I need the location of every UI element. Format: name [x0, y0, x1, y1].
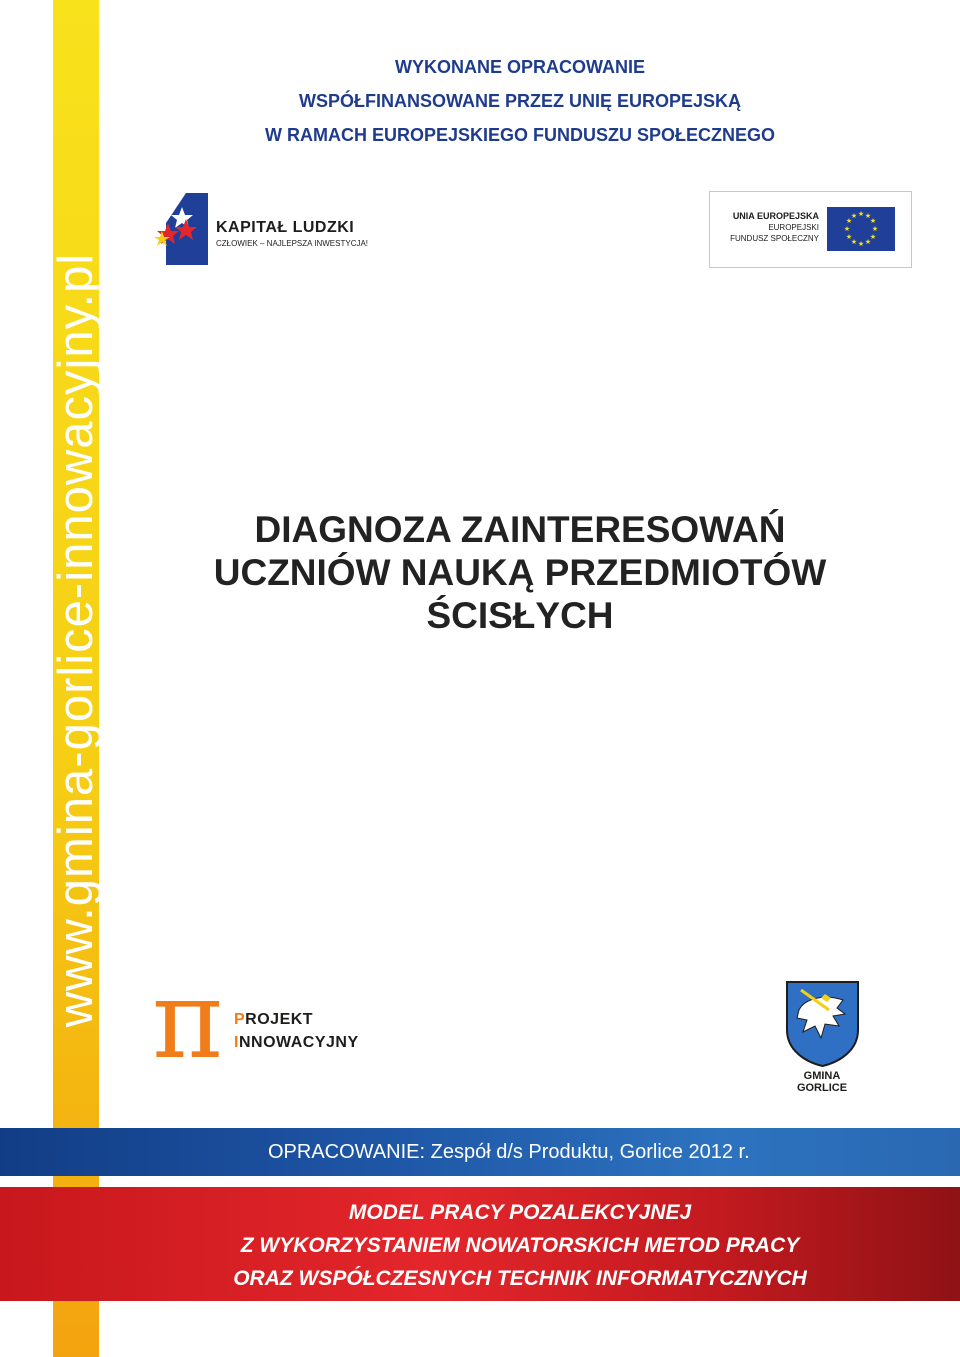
kapital-ludzki-emblem-icon [152, 193, 208, 265]
svg-text:★: ★ [850, 238, 858, 246]
kapital-ludzki-subtitle: CZŁOWIEK – NAJLEPSZA INWESTYCJA! [216, 239, 369, 248]
cofinancing-header [200, 52, 840, 154]
svg-text:★: ★ [857, 240, 865, 248]
header-line-3: W RAMACH EUROPEJSKIEGO FUNDUSZU SPOŁECZNEGO [264, 125, 776, 145]
website-url: www.gmina-gorlice-innowacyjny.pl [49, 252, 103, 1028]
gmina-label-line-2: GORLICE [796, 1082, 848, 1094]
svg-text:★: ★ [864, 212, 872, 220]
svg-text:★: ★ [843, 225, 851, 233]
svg-text:★: ★ [850, 212, 858, 220]
projekt-line: PROJEKT [234, 1011, 314, 1028]
document-title [170, 508, 870, 637]
innowacyjny-line: INNOWACYJNY [234, 1034, 359, 1051]
gmina-label-line-1: GMINA [803, 1070, 841, 1082]
svg-text:★: ★ [845, 217, 853, 225]
svg-text:★: ★ [871, 225, 879, 233]
eu-logo-line-1: UNIA EUROPEJSKA [732, 211, 819, 221]
projekt-innowacyjny-logo [152, 958, 412, 1083]
header-line-1: WYKONANE OPRACOWANIE [394, 57, 645, 77]
kapital-ludzki-logo [152, 193, 392, 267]
svg-text:★: ★ [869, 233, 877, 241]
title-line-1: DIAGNOZA ZAINTERESOWAŃ [254, 509, 786, 550]
svg-text:★: ★ [864, 238, 872, 246]
gmina-gorlice-label [780, 1070, 864, 1094]
kapital-ludzki-title: KAPITAŁ LUDZKI [216, 219, 355, 236]
eu-flag-icon [827, 207, 895, 251]
title-line-3: ŚCISŁYCH [426, 595, 614, 636]
program-line-1: MODEL PRACY POZALEKCYJNEJ [348, 1201, 692, 1224]
pi-icon: π [152, 958, 223, 1083]
svg-text:★: ★ [857, 210, 865, 218]
header-line-2: WSPÓŁFINANSOWANE PRZEZ UNIĘ EUROPEJSKĄ [298, 91, 742, 111]
program-line-3: ORAZ WSPÓŁCZESNYCH TECHNIK INFORMATYCZNYCH [233, 1267, 807, 1290]
title-line-2: UCZNIÓW NAUKĄ PRZEDMIOTÓW [213, 552, 827, 593]
svg-text:★: ★ [845, 233, 853, 241]
program-description [170, 1196, 870, 1295]
eu-logo-line-3: FUNDUSZ SPOŁECZNY [730, 234, 819, 243]
svg-text:★: ★ [869, 217, 877, 225]
prepared-by-text: OPRACOWANIE: Zespół d/s Produktu, Gorlice 2012 r. [268, 1141, 750, 1163]
program-line-2: Z WYKORZYSTANIEM NOWATORSKICH METOD PRACY [240, 1234, 800, 1257]
eu-logo-line-2: EUROPEJSKI [768, 223, 819, 232]
gmina-gorlice-crest-icon [785, 980, 860, 1068]
eu-efs-logo [709, 191, 912, 268]
